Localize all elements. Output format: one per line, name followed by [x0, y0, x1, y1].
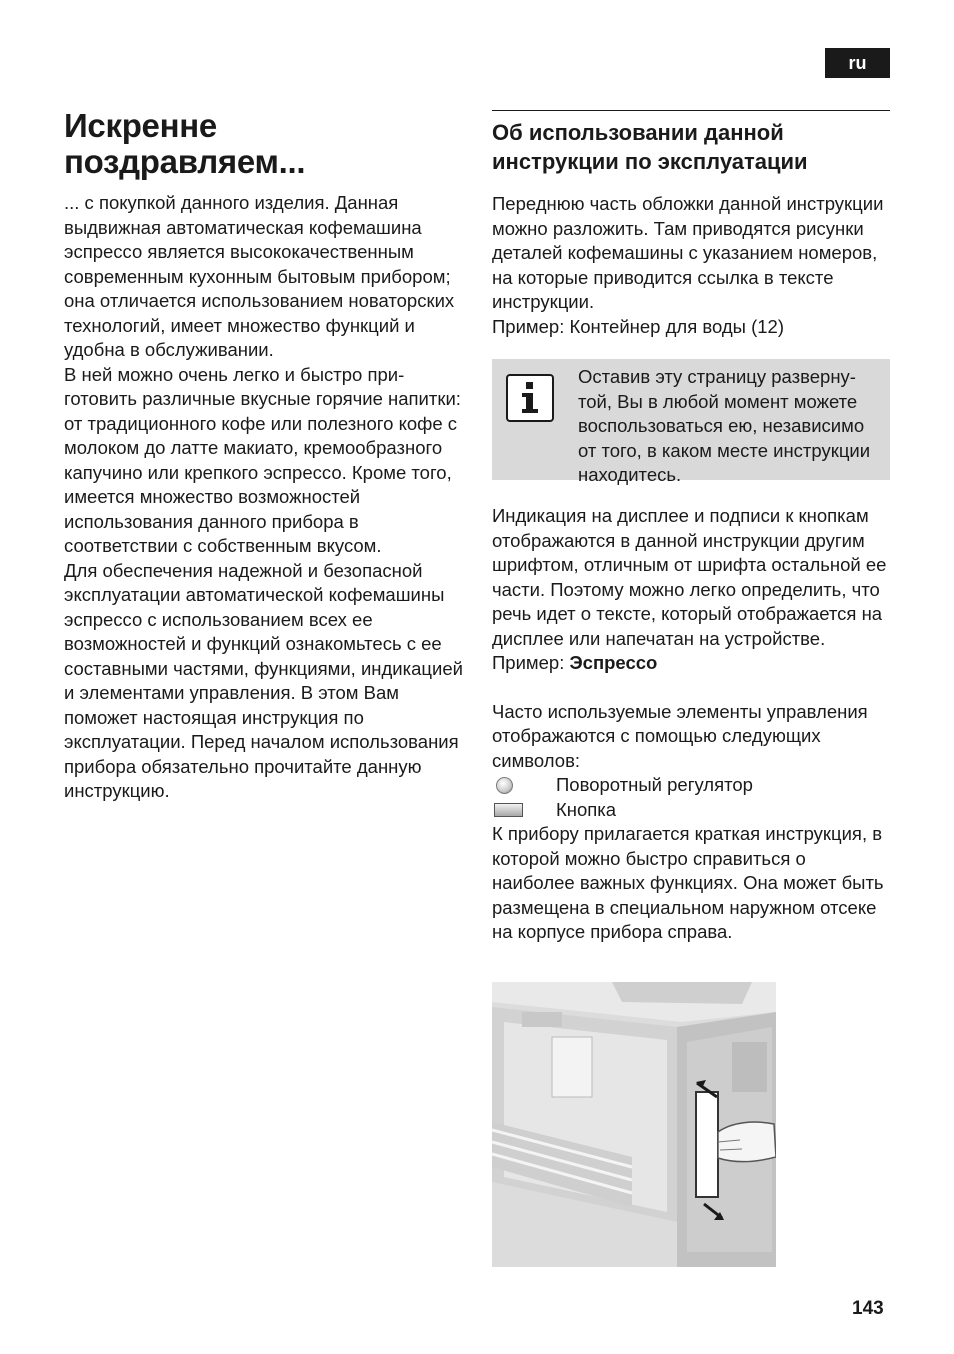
example-prefix: Пример: — [492, 652, 570, 673]
symbol-row-rotary-knob — [492, 773, 890, 798]
button-icon — [494, 803, 523, 817]
page-title-line-2: поздравляем... — [64, 143, 306, 180]
page-title-line-1: Искренне — [64, 107, 217, 144]
intro-paragraph-1: ... с покупкой данного изделия. Данная выдвижная автоматическая кофемашина эспрессо является высококачественным современным кухонным бытовым прибором; она отличается использованием новаторских технологий, имеет множество функций и удобна в обслуживании. — [64, 192, 455, 360]
symbol-label-rotary-knob: Поворотный регулятор — [556, 774, 753, 795]
example-display-value: Эспрессо — [569, 652, 658, 673]
language-badge: ru — [825, 48, 890, 78]
symbol-row-button — [492, 798, 890, 823]
intro-paragraph-3: Для обеспечения надежной и безопасной эксплуатации автоматической кофемашины эспрессо с использованием всех ее возможностей и функций ознакомьтесь с ее составными частями, функциями, индикацией и элементами управления. В этом Вам поможет настоящая инструкция по эксплуатации. Перед началом использования прибора обязательно прочитайте данную инструкцию. — [64, 559, 463, 801]
info-note-text: Оставив эту страницу развернутой, Вы в любой момент можете воспользоваться ею, независимо от того, в каком месте инструкции находитесь. — [578, 366, 871, 485]
page-title — [64, 108, 464, 180]
symbols-intro-paragraph: Часто используемые элементы управления отображаются с помощью следующих символов: — [492, 700, 868, 771]
intro-paragraph-2: В ней можно очень легко и быстро приготовить различные вкусные горячие напитки: от традиционного кофе или полезного кофе с молоком до латте макиато, кремообразного капучино или крепкого эспрессо. Кроме того, имеется множество возможностей использования данного прибора в соответствии с собственным вкусом. — [64, 363, 461, 556]
right-column — [492, 110, 890, 945]
display-font-paragraph: Индикация на дисплее и подписи к кнопкам отображаются в данной инструкции другим шрифтом, отличным от шрифта остальной ее части. Поэтому можно легко определить, что речь идет о тексте, который отображается на дисплее или напечатан на устройстве. — [492, 505, 887, 649]
left-column — [64, 108, 464, 804]
example-display-text — [492, 651, 890, 676]
example-water-container: Пример: Контейнер для воды (12) — [492, 315, 784, 337]
quick-guide-compartment-illustration — [492, 982, 776, 1267]
rotary-knob-icon — [496, 777, 513, 794]
info-icon — [506, 374, 554, 422]
quick-guide-paragraph: К прибору прилагается краткая инструкция, в которой можно быстро справиться о наиболее важных функциях. Она может быть размещена в специальном наружном отсеке на корпусе прибора справа. — [492, 823, 884, 942]
page-number: 143 — [852, 1298, 884, 1319]
symbol-label-button: Кнопка — [556, 798, 617, 820]
section-heading: Об использовании данной инструкции по эксплуатации — [492, 110, 890, 176]
info-note-box — [492, 359, 890, 485]
cover-paragraph: Переднюю часть обложки данной инструкции можно разложить. Там приводятся рисунки деталей кофемашины с указанием номеров, на которые приводится ссылка в тексте инструкции. — [492, 193, 884, 312]
